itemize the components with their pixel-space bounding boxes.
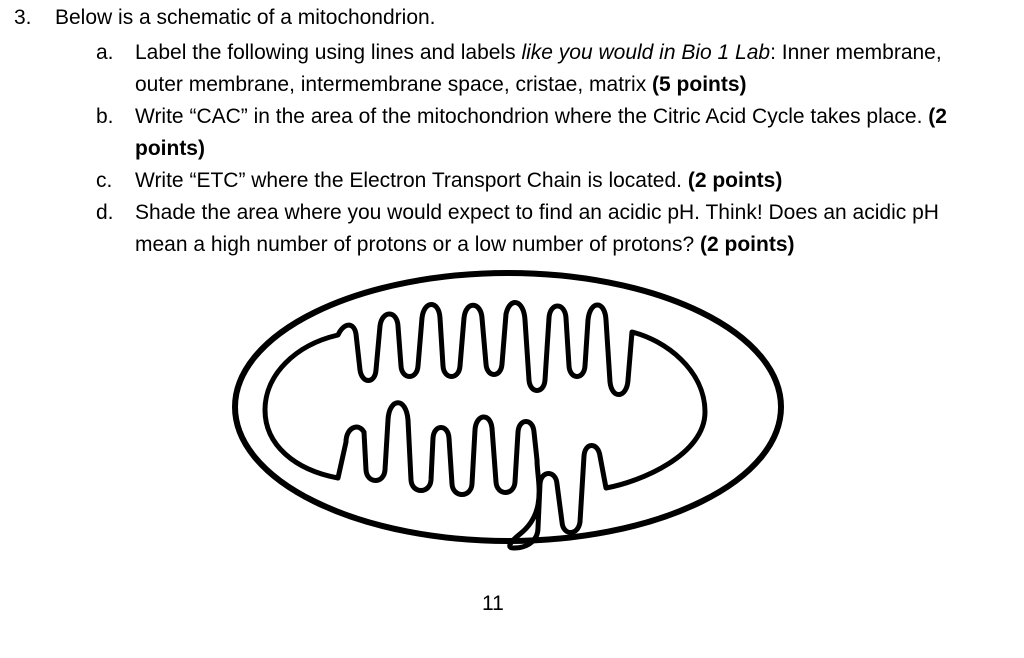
item-letter: d.	[96, 201, 114, 224]
item-text: outer membrane, intermembrane space, cristae, matrix	[135, 73, 653, 96]
item-letter: a.	[96, 41, 114, 64]
item-text: mean a high number of protons or a low number of protons?	[135, 233, 700, 256]
points-label: (2 points)	[700, 233, 795, 256]
item-italic-text: like you would in Bio 1 Lab	[521, 41, 771, 64]
item-text: Write “ETC” where the Electron Transport Chain is located.	[135, 169, 688, 192]
points-label: points)	[135, 137, 205, 160]
page-number: 11	[482, 592, 504, 615]
item-text: : Inner membrane,	[770, 41, 942, 64]
points-label: (5 points)	[652, 73, 747, 96]
item-text: Label the following using lines and labels	[135, 41, 522, 64]
item-text: Write “CAC” in the area of the mitochondrion where the Citric Acid Cycle takes place.	[135, 105, 929, 128]
points-label: (2	[928, 105, 947, 128]
question-number: 3.	[14, 6, 32, 29]
points-label: (2 points)	[687, 169, 783, 192]
item-letter: b.	[96, 105, 114, 128]
item-letter: c.	[96, 169, 113, 192]
item-text: Shade the area where you would expect to find an acidic pH. Think! Does an acidic pH	[135, 201, 939, 224]
question-prompt: Below is a schematic of a mitochondrion.	[55, 6, 436, 29]
